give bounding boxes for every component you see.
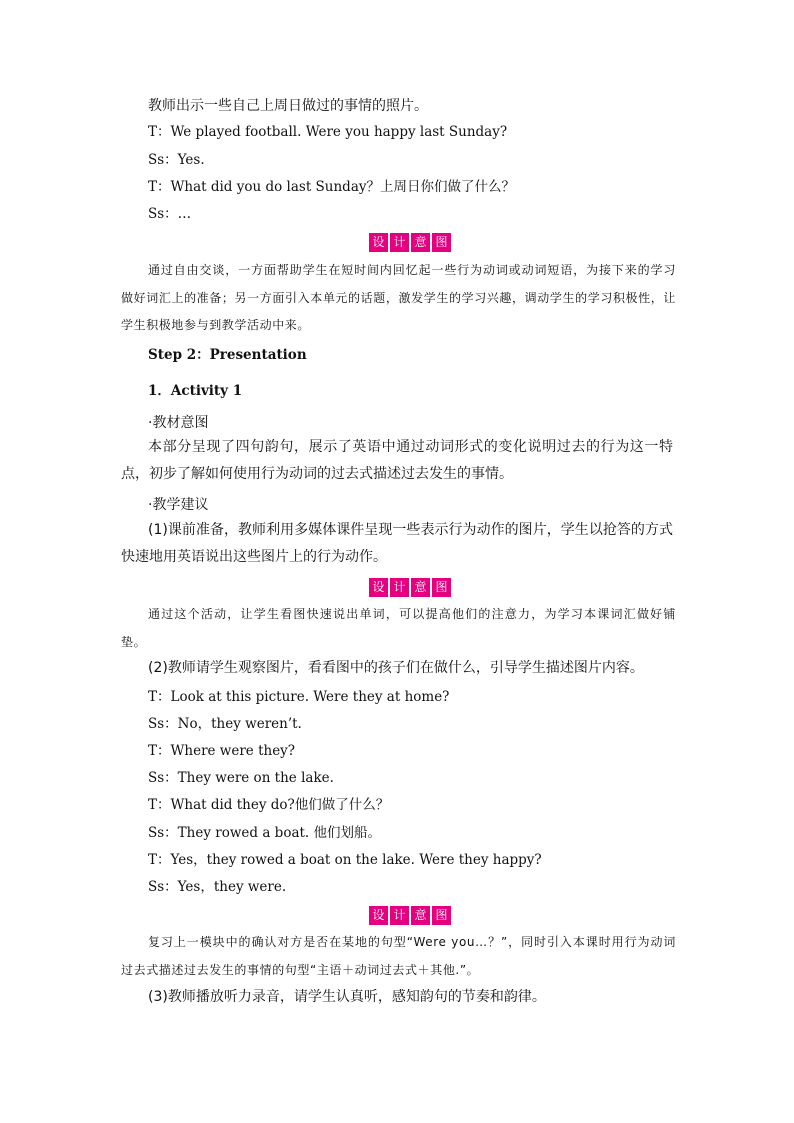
paragraph: (2)教师请学生观察图片，看看图中的孩子们在做什么，引导学生描述图片内容。 xyxy=(148,660,644,676)
section-heading: Step 2：Presentation xyxy=(148,347,307,363)
badge-char: 图 xyxy=(432,906,451,925)
design-intent-badge xyxy=(369,906,451,925)
dialogue-line: T：Where were they? xyxy=(148,743,296,759)
dialogue-line: T：What did you do last Sunday？上周日你们做了什么？ xyxy=(148,179,515,195)
paragraph: (3)教师播放听力录音，请学生认真听，感知韵句的节奏和韵律。 xyxy=(148,989,546,1005)
dialogue-line: Ss：… xyxy=(148,206,192,222)
dialogue-line: T：We played football. Were you happy last Sunday? xyxy=(148,124,508,140)
dialogue-line: Ss：They rowed a boat. 他们划船。 xyxy=(148,825,382,841)
dialogue-line: T：What did they do?他们做了什么？ xyxy=(148,797,390,813)
subheading-teaching-suggestion: ·教学建议 xyxy=(148,497,209,513)
badge-char: 计 xyxy=(390,906,409,925)
dialogue-line: T：Yes，they rowed a boat on the lake. Were they happy? xyxy=(148,852,542,868)
dialogue-line: Ss：Yes. xyxy=(148,152,205,168)
activity-heading: 1．Activity 1 xyxy=(148,383,243,399)
subheading-textbook-intent: ·教材意图 xyxy=(148,415,209,431)
badge-char: 意 xyxy=(411,233,430,252)
design-intent-badge xyxy=(369,578,451,597)
badge-char: 图 xyxy=(432,233,451,252)
design-intent-note: 通过这个活动，让学生看图快速说出单词，可以提高他们的注意力，为学习本课词汇做好铺垫。 xyxy=(121,607,676,649)
paragraph: 本部分呈现了四句韵句，展示了英语中通过动词形式的变化说明过去的行为这一特点，初步了解如何使用行为动词的过去式描述过去发生的事情。 xyxy=(121,439,673,482)
badge-char: 图 xyxy=(432,578,451,597)
badge-char: 意 xyxy=(411,578,430,597)
badge-char: 意 xyxy=(411,906,430,925)
badge-char: 设 xyxy=(369,906,388,925)
design-intent-badge xyxy=(369,233,451,252)
design-intent-note: 复习上一模块中的确认对方是否在某地的句型“Were you…？”，同时引入本课时用行为动词过去式描述过去发生的事情的句型“主语＋动词过去式＋其他.”。 xyxy=(121,935,676,977)
badge-char: 计 xyxy=(390,233,409,252)
dialogue-line: Ss：They were on the lake. xyxy=(148,770,334,786)
badge-char: 计 xyxy=(390,578,409,597)
design-intent-note: 通过自由交谈，一方面帮助学生在短时间内回忆起一些行为动词或动词短语，为接下来的学习做好词汇上的准备；另一方面引入本单元的话题，激发学生的学习兴趣，调动学生的学习积极性，让学生积极地参与到教学活动中来。 xyxy=(121,263,676,332)
dialogue-line: Ss：No，they weren’t. xyxy=(148,716,302,732)
badge-char: 设 xyxy=(369,578,388,597)
badge-char: 设 xyxy=(369,233,388,252)
paragraph: (1)课前准备，教师利用多媒体课件呈现一些表示行为动作的图片，学生以抢答的方式快速地用英语说出这些图片上的行为动作。 xyxy=(121,522,673,565)
intro-line: 教师出示一些自己上周日做过的事情的照片。 xyxy=(148,98,428,114)
dialogue-line: T：Look at this picture. Were they at home? xyxy=(148,689,450,705)
dialogue-line: Ss：Yes，they were. xyxy=(148,879,287,895)
